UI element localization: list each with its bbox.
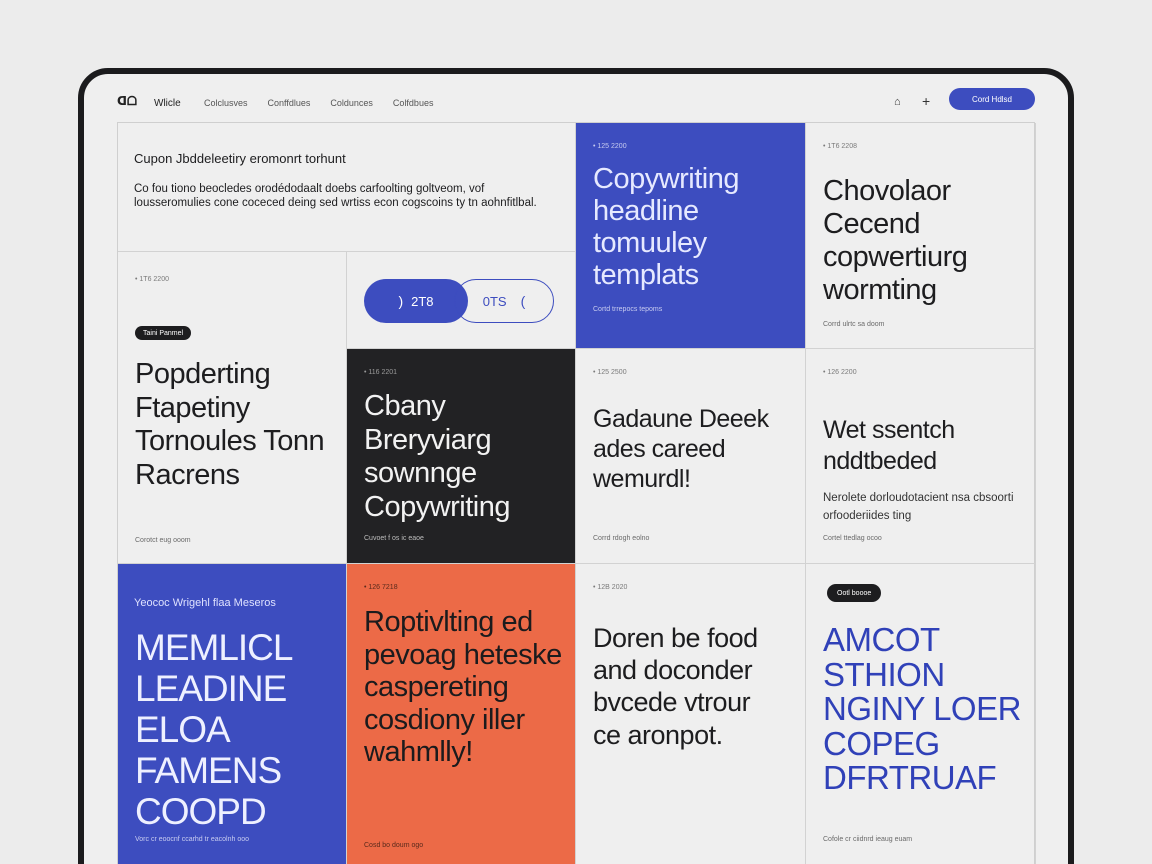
nav-menu bbox=[204, 98, 433, 108]
nav-item-2[interactable]: Conffdlues bbox=[267, 98, 311, 108]
logo-icon[interactable]: ᗡᗝ bbox=[117, 94, 137, 108]
card-footer: Cofole cr ciidnrd ieaug euam bbox=[823, 836, 913, 843]
toggle-block bbox=[347, 252, 576, 349]
card-chovolaor[interactable] bbox=[806, 123, 1036, 349]
intro-block bbox=[118, 123, 576, 252]
card-title: AMCOT STHION NGINY LOER COPEG DFRTRUAF bbox=[823, 621, 1021, 796]
card-title: Roptivlting ed pevoag heteske caspereting cosdiony iller wahmlly! bbox=[364, 606, 562, 768]
card-subtitle: Yeococ Wrigehl flaa Meseros bbox=[134, 597, 276, 609]
card-meta: • 125 2200 bbox=[593, 143, 627, 150]
card-title: Popderting Ftapetiny Tornoules Tonn Racrens bbox=[135, 358, 325, 491]
top-navigation-bar bbox=[84, 74, 1068, 128]
card-meta: • 1T6 2200 bbox=[135, 276, 169, 283]
card-footer: Vorc cr eoocnf ccarhd tr eacolnh ooo bbox=[135, 836, 250, 843]
card-title: Wet ssentch nddtbeded bbox=[823, 416, 955, 475]
toggle-switch[interactable] bbox=[364, 279, 556, 323]
card-footer: Corotct eug ooom bbox=[135, 537, 191, 544]
card-meta: • 126 2200 bbox=[823, 369, 857, 376]
card-title: Copywriting headline tomuuley templats bbox=[593, 163, 739, 291]
card-meta: • 126 7218 bbox=[364, 584, 398, 591]
card-meta: • 12B 2020 bbox=[593, 584, 628, 591]
card-footer: Corrd rdogh eolno bbox=[593, 535, 650, 542]
card-footer: Cosd bo doum ogo bbox=[364, 842, 424, 849]
card-footer: Cortd trrepocs tepoms bbox=[593, 306, 663, 313]
card-title: Doren be food and doconder bvcede vtrour ce aronpot. bbox=[593, 623, 758, 750]
toggle-left-label: 2T8 bbox=[411, 293, 434, 309]
card-body: Nerolete dorloudotacient nsa cbsoorti orfooderiides ting bbox=[823, 492, 1014, 522]
card-roptivlting[interactable] bbox=[347, 564, 576, 864]
nav-item-1[interactable]: Colclusves bbox=[204, 98, 248, 108]
brand-name[interactable]: Wlicle bbox=[154, 98, 181, 109]
card-meta: • 116 2201 bbox=[364, 369, 398, 376]
card-footer: Cortel ttedlag ocoo bbox=[823, 535, 882, 542]
card-wet-ssentch[interactable] bbox=[806, 349, 1036, 564]
toggle-right-label: 0TS bbox=[482, 293, 507, 309]
card-meta: • 1T6 2208 bbox=[823, 143, 857, 150]
nav-item-3[interactable]: Coldunces bbox=[330, 98, 373, 108]
card-tag: Taini Panmel bbox=[135, 326, 191, 340]
card-copywriting-headline[interactable] bbox=[576, 123, 806, 349]
card-cbany[interactable] bbox=[347, 349, 576, 564]
primary-action-button[interactable]: Cord Hdlsd bbox=[949, 88, 1035, 110]
card-title: Gadaune Deeek ades careed wemurdl! bbox=[593, 405, 769, 493]
toggle-option-right[interactable]: 0TS ( bbox=[454, 279, 554, 323]
card-footer: Corrd ulrtc sa doom bbox=[823, 321, 885, 328]
card-title: MEMLICL LEADINE ELOA FAMENS COOPD bbox=[135, 627, 292, 832]
nav-item-4[interactable]: Colfdbues bbox=[392, 98, 434, 108]
intro-body: Co fou tiono beocledes orodédodaalt doebs carfoolting goltveom, vof lousseromulies cone coceced deing sed wrtiss econ cogscoins ty tn aohnfitlbal. bbox=[134, 183, 537, 209]
card-title: Chovolaor Cecend copwertiurg wormting bbox=[823, 175, 968, 306]
card-title: Cbany Breryviarg sownnge Copywriting bbox=[364, 390, 510, 523]
card-tag: Ootl boooe bbox=[827, 584, 881, 602]
device-frame bbox=[78, 68, 1074, 864]
card-amcot[interactable] bbox=[806, 564, 1036, 864]
card-footer: Cuvoet f os ic eaoe bbox=[364, 535, 424, 542]
card-meta: • 125 2500 bbox=[593, 369, 627, 376]
template-grid bbox=[117, 122, 1035, 864]
card-memlicl[interactable] bbox=[118, 564, 347, 864]
intro-title: Cupon Jbddeleetiry eromonrt torhunt bbox=[134, 151, 346, 166]
toggle-option-left[interactable]: ) 2T8 bbox=[364, 279, 468, 323]
card-doren[interactable] bbox=[576, 564, 806, 864]
card-popderting[interactable] bbox=[118, 252, 347, 564]
notification-icon[interactable]: ⌂ bbox=[894, 96, 901, 108]
add-icon[interactable]: + bbox=[922, 93, 931, 109]
card-gadaune[interactable] bbox=[576, 349, 806, 564]
